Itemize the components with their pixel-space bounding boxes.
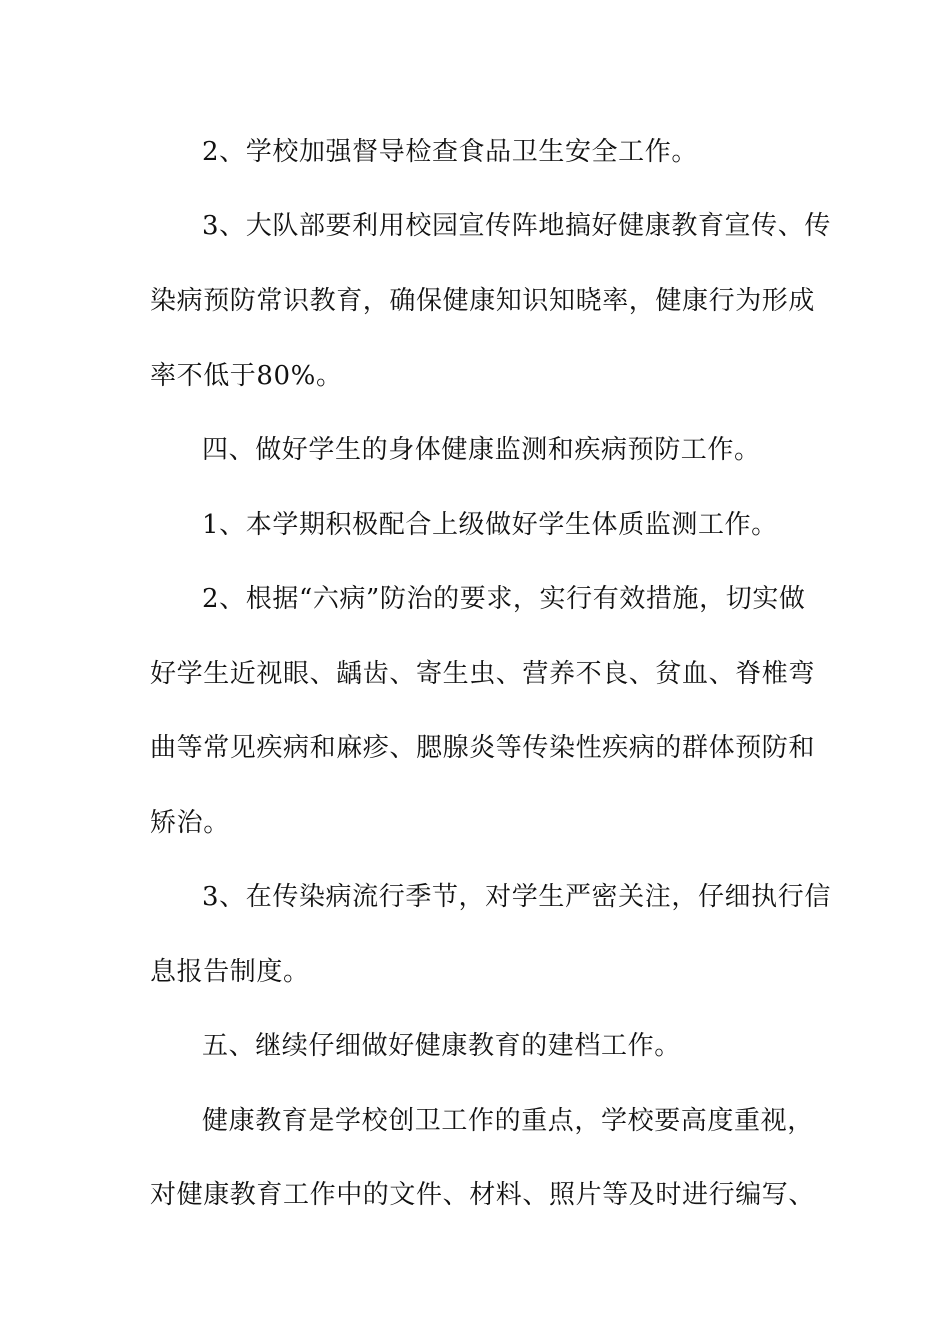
paragraph-line: 率不低于80%。 <box>150 361 343 391</box>
paragraph-line: 对健康教育工作中的文件、材料、照片等及时进行编写、 <box>150 1180 816 1210</box>
paragraph-line: 1、本学期积极配合上级做好学生体质监测工作。 <box>202 510 778 540</box>
paragraph-line: 3、在传染病流行季节，对学生严密关注，仔细执行信 <box>202 882 831 912</box>
paragraph-line: 健康教育是学校创卫工作的重点，学校要高度重视， <box>202 1106 814 1136</box>
section-heading: 四、做好学生的身体健康监测和疾病预防工作。 <box>202 435 761 465</box>
paragraph-line: 曲等常见疾病和麻疹、腮腺炎等传染性疾病的群体预防和 <box>150 733 816 763</box>
paragraph-line: 染病预防常识教育，确保健康知识知晓率，健康行为形成 <box>150 286 816 316</box>
section-heading: 五、继续仔细做好健康教育的建档工作。 <box>202 1031 681 1061</box>
paragraph-line: 好学生近视眼、龋齿、寄生虫、营养不良、贫血、脊椎弯 <box>150 659 816 689</box>
paragraph-line: 2、根据“六病”防治的要求，实行有效措施，切实做 <box>202 584 806 614</box>
paragraph-line: 2、学校加强督导检查食品卫生安全工作。 <box>202 137 698 167</box>
paragraph-line: 3、大队部要利用校园宣传阵地搞好健康教育宣传、传 <box>202 211 831 241</box>
paragraph-line: 矫治。 <box>150 808 230 838</box>
paragraph-line: 息报告制度。 <box>150 957 310 987</box>
